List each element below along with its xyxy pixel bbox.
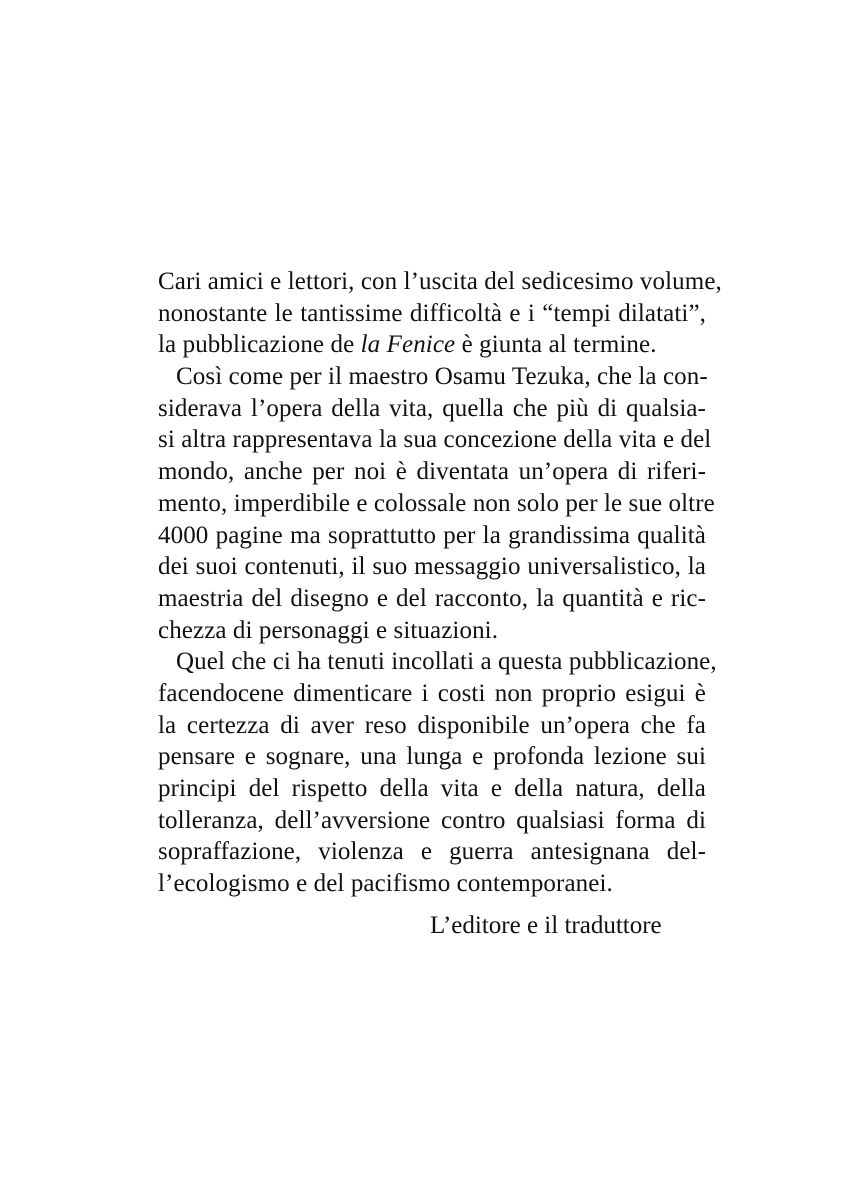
paragraph-2-line-3: si altra rappresentava la sua concezione della vita e del [158,426,712,454]
paragraph-3-line-8: l’ecologismo e del pacifismo contemporanei. [158,870,613,898]
paragraph-1-line-2: nonostante le tantissime difficoltà e i “tempi dilatati”, [158,299,706,327]
paragraph-2-line-5: mento, imperdibile e colossale non solo per le sue oltre [158,489,715,517]
paragraph-2-line-8: maestria del disegno e del racconto, la quantità e ric- [158,584,706,612]
paragraph-2-line-9: chezza di personaggi e situazioni. [158,616,499,644]
paragraph-2 [158,361,715,646]
signature: L’editore e il traduttore [430,912,662,939]
paragraph-2-line-7: dei suoi contenuti, il suo messaggio universalistico, la [158,553,706,581]
paragraph-3-line-1: Quel che ci ha tenuti incollati a questa pubblicazione, [176,648,717,676]
letter-body [158,266,722,900]
paragraph-3-line-2: facendocene dimenticare i costi non proprio esigui è [158,679,706,707]
paragraph-3-line-7: sopraffazione, violenza e guerra antesignana del- [158,838,706,866]
paragraph-3-line-6: tolleranza, dell’avversione contro qualsiasi forma di [158,806,706,834]
paragraph-2-line-4: mondo, anche per noi è diventata un’opera di riferi- [158,458,706,486]
line-text: la pubblicazione de [158,331,361,359]
paragraph-3-line-5: principi del rispetto della vita e della natura, della [158,775,706,802]
paragraph-1 [158,266,722,361]
book-title: la Fenice [360,331,456,359]
paragraph-1-line-1: Cari amici e lettori, con l’uscita del sedicesimo volume, [158,268,722,295]
paragraph-3 [158,646,717,900]
paragraph-2-line-2: siderava l’opera della vita, quella che più di qualsia- [158,394,706,422]
paragraph-2-line-1: Così come per il maestro Osamu Tezuka, che la con- [176,363,708,391]
line-text: è giunta al termine. [455,331,657,359]
paragraph-3-line-4: pensare e sognare, una lunga e profonda lezione sui [158,743,706,771]
paragraph-1-line-3 [158,329,706,361]
paragraph-3-line-3: la certezza di aver reso disponibile un’opera che fa [158,711,706,739]
paragraph-2-line-6: 4000 pagine ma soprattutto per la grandissima qualità [158,521,706,549]
